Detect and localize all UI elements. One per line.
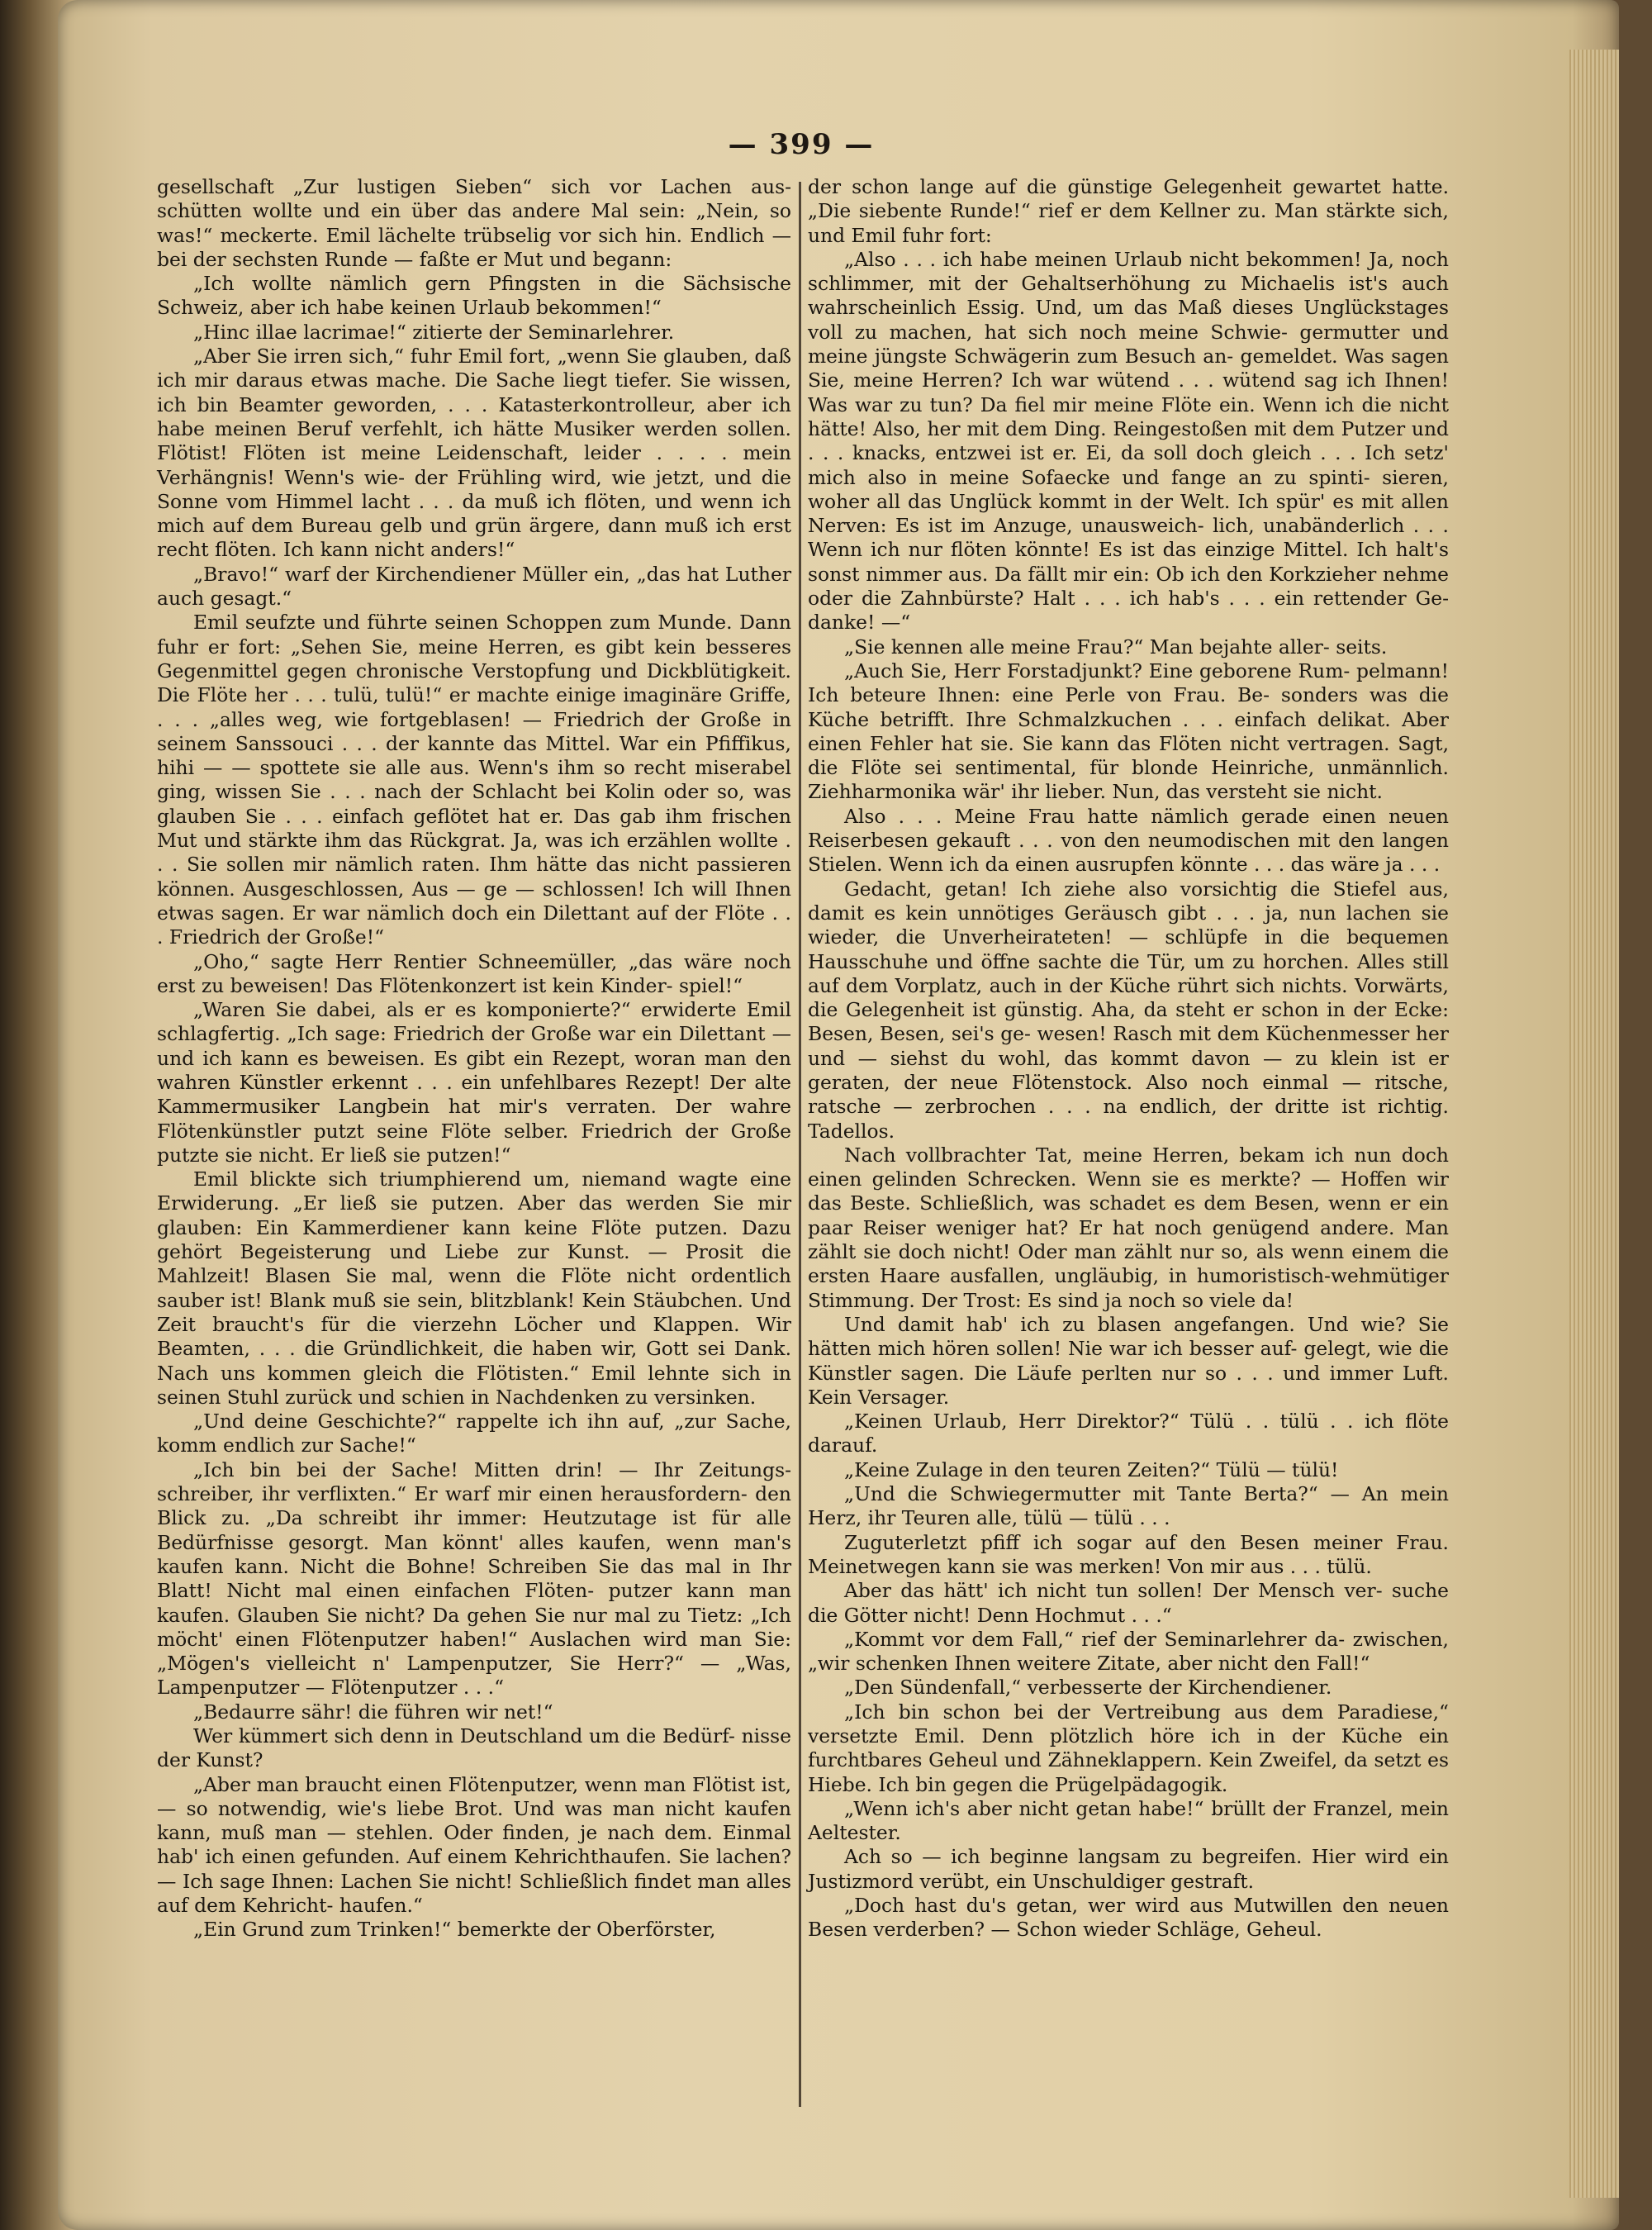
paragraph: „Ich bin schon bei der Vertreibung aus dem Paradiese,“ versetzte Emil. Denn plötzlich höre ich in der Küche ein furchtbares Geheul und Zähneklappern. Kein Zweifel, da setzt es Hiebe. Ich bin gegen die Prügelpädagogik. [808,1700,1449,1796]
paragraph: „Und die Schwiegermutter mit Tante Berta?“ — An mein Herz, ihr Teuren alle, tülü — tülü . . . [808,1482,1449,1530]
paragraph: „Auch Sie, Herr Forstadjunkt? Eine geborene Rum- pelmann! Ich beteure Ihnen: eine Perle von Frau. Be- sonders was die Küche betrifft. Ihre Schmalzkuchen . . . einfach delikat. Aber einen Fehler hat sie. Sie kann das Flöten nicht vertragen. Sagt, die Flöte sei sentimental, für blonde Heinriche, unmännlich. Ziehharmonika wär' ihr lieber. Nun, das versteht sie nicht. [808,659,1449,804]
paragraph: Nach vollbrachter Tat, meine Herren, bekam ich nun doch einen gelinden Schrecken. Wenn sie es merkte? — Hoffen wir das Beste. Schließlich, was schadet es dem Besen, wenn er ein paar Reiser weniger hat? Er hat noch genügend andere. Man zählt sie doch nicht! Oder man zählt nur so, als wenn einem die ersten Haare ausfallen, ungläubig, in humoristisch-wehmütiger Stimmung. Der Trost: Es sind ja noch so viele da! [808,1143,1449,1312]
paragraph: Und damit hab' ich zu blasen angefangen. Und wie? Sie hätten mich hören sollen! Nie war ich besser auf- gelegt, wie die Künstler sagen. Die Läufe perlten nur so . . . und immer Luft. Kein Versager. [808,1312,1449,1409]
paragraph: Also . . . Meine Frau hatte nämlich gerade einen neuen Reiserbesen gekauft . . . von den neumodischen mit den langen Stielen. Wenn ich da einen ausrupfen könnte . . . das wäre ja . . . [808,804,1449,877]
paragraph: „Den Sündenfall,“ verbesserte der Kirchendiener. [844,1676,1332,1700]
paragraph: „Bedaurre sähr! die führen wir net!“ [193,1700,553,1724]
paragraph: „Ich bin bei der Sache! Mitten drin! — Ihr Zeitungs- schreiber, ihr verflixten.“ Er warf mir einen herausfordern- den Blick zu. „Da schreibt ihr immer: Heutzutage ist für alle Bedürfnisse gesorgt. Man könnt' alles kaufen, wenn man's kaufen kann. Nicht die Bohne! Schreiben Sie das mal in Ihr Blatt! Nicht mal einen einfachen Flöten- putzer kann man kaufen. Glauben Sie nicht? Da gehen Sie nur mal zu Tietz: „Ich möcht' einen Flötenputzer haben!“ Auslachen wird man Sie: „Mögen's vielleicht n' Lampenputzer, Sie Herr?“ — „Was, Lampenputzer — Flötenputzer . . .“ [157,1457,791,1700]
paragraph: „Doch hast du's getan, wer wird aus Mutwillen den neuen Besen verderben? — Schon wieder Schläge, Geheul. [808,1894,1449,1942]
page-number: — 399 — [728,128,875,161]
paragraph: Emil blickte sich triumphierend um, niemand wagte eine Erwiderung. „Er ließ sie putzen. Aber das werden Sie mir glauben: Ein Kammerdiener kann keine Flöte putzen. Dazu gehört Begeisterung und Liebe zur Kunst. — Prosit die Mahlzeit! Blasen Sie mal, wenn die Flöte nicht ordentlich sauber ist! Blank muß sie sein, blitzblank! Kein Stäubchen. Und Zeit braucht's für die vierzehn Löcher und Klappen. Wir Beamten, . . . die Gründlichkeit, die haben wir, Gott sei Dank. Nach uns kommen gleich die Flötisten.“ Emil lehnte sich in seinen Stuhl zurück und schien in Nachdenken zu versinken. [157,1167,791,1409]
paragraph: Gedacht, getan! Ich ziehe also vorsichtig die Stiefel aus, damit es kein unnötiges Geräusch gibt . . . ja, nun lachen sie wieder, die Unverheirateten! — schlüpfe in die bequemen Hausschuhe und öffne sachte die Tür, um zu horchen. Alles still auf dem Vorplatz, auch in der Küche rührt sich nichts. Vorwärts, die Gelegenheit ist günstig. Aha, da steht er schon in der Ecke: Besen, Besen, sei's ge- wesen! Rasch mit dem Küchenmesser her und — siehst du wohl, das kommt davon — zu klein ist er geraten, der neue Flötenstock. Also noch einmal — ritsche, ratsche — zerbrochen . . . na endlich, der dritte ist richtig. Tadellos. [808,877,1449,1143]
paragraph: „Also . . . ich habe meinen Urlaub nicht bekommen! Ja, noch schlimmer, mit der Gehaltserhöhung zu Michaelis ist's auch wahrscheinlich Essig. Und, um das Maß dieses Unglückstages voll zu machen, hat sich noch meine Schwie- germutter und meine jüngste Schwägerin zum Besuch an- gemeldet. Was sagen Sie, meine Herren? Ich war wütend . . . wütend sag ich Ihnen! Was war zu tun? Da fiel mir meine Flöte ein. Wenn ich die nicht hätte! Also, her mit dem Ding. Reingestoßen mit dem Putzer und . . . knacks, entzwei ist er. Ei, da soll doch gleich . . . Ich setz' mich also in meine Sofaecke und fange an zu spinti- sieren, woher all das Unglück kommt in der Welt. Ich spür' es mit allen Nerven: Es ist im Anzuge, unausweich- lich, unabänderlich . . . Wenn ich nur flöten könnte! Es ist das einzige Mittel. Ich halt's sonst nimmer aus. Da fällt mir ein: Ob ich den Korkzieher nehme oder die Zahnbürste? Halt . . . ich hab's . . . ein rettender Ge- danke! —“ [808,247,1449,635]
paragraph: „Ich wollte nämlich gern Pfingsten in die Sächsische Schweiz, aber ich habe keinen Urlaub bekommen!“ [157,272,791,320]
paragraph: Aber das hätt' ich nicht tun sollen! Der Mensch ver- suche die Götter nicht! Denn Hochmut . . .“ [808,1579,1449,1627]
paragraph: „Keinen Urlaub, Herr Direktor?“ Tülü . . tülü . . ich flöte darauf. [808,1410,1449,1457]
paragraph: „Sie kennen alle meine Frau?“ Man bejahte aller- seits. [844,635,1388,659]
paragraph: „Bravo!“ warf der Kirchendiener Müller ein, „das hat Luther auch gesagt.“ [157,562,791,611]
paragraph: „Oho,“ sagte Herr Rentier Schneemüller, „das wäre noch erst zu beweisen! Das Flötenkonzert ist kein Kinder- spiel!“ [157,949,791,997]
paragraph: Emil seufzte und führte seinen Schoppen zum Munde. Dann fuhr er fort: „Sehen Sie, meine Herren, es gibt kein besseres Gegenmittel gegen chronische Verstopfung und Dickblütigkeit. Die Flöte her . . . tulü, tulü!“ er machte einige imaginäre Griffe, . . . „alles weg, wie fortgeblasen! — Friedrich der Große in seinem Sanssouci . . . der kannte das Mittel. War ein Pfiffikus, hihi — — spottete sie alle aus. Wenn's ihm so recht miserabel ging, wissen Sie . . . nach der Schlacht bei Kolin oder so, was glauben Sie . . . einfach geflötet hat er. Das gab ihm frischen Mut und stärkte ihm das Rückgrat. Ja, was ich erzählen wollte . . . Sie sollen mir nämlich raten. Ihm hätte das nicht passieren können. Ausgeschlossen, Aus — ge — schlossen! Ich will Ihnen etwas sagen. Er war nämlich doch ein Dilettant auf der Flöte . . . Friedrich der Große!“ [157,611,791,949]
left-column [157,175,791,1942]
paragraph: „Hinc illae lacrimae!“ zitierte der Seminarlehrer. [193,320,675,344]
paragraph: Wer kümmert sich denn in Deutschland um die Bedürf- nisse der Kunst? [157,1724,791,1772]
paragraph: „Aber Sie irren sich,“ fuhr Emil fort, „wenn Sie glauben, daß ich mir daraus etwas mache. Die Sache liegt tiefer. Sie wissen, ich bin Beamter geworden, . . . Katasterkontrolleur, aber ich habe meinen Beruf verfehlt, ich hätte Musiker werden sollen. Flötist! Flöten ist meine Leidenschaft, leider . . . . mein Verhängnis! Wenn's wie- der Frühling wird, wie jetzt, und die Sonne vom Himmel lacht . . . da muß ich flöten, und wenn ich mich auf dem Bureau gelb und grün ärgere, dann muß ich erst recht flöten. Ich kann nicht anders!“ [157,345,791,562]
paragraph: „Keine Zulage in den teuren Zeiten?“ Tülü — tülü! [844,1457,1339,1481]
paragraph: „Waren Sie dabei, als er es komponierte?“ erwiderte Emil schlagfertig. „Ich sage: Friedrich der Große war ein Dilettant — und ich kann es beweisen. Es gibt ein Rezept, woran man den wahren Künstler erkennt . . . ein unfehlbares Rezept! Der alte Kammermusiker Langbein hat mir's verraten. Der wahre Flötenkünstler putzt seine Flöte selber. Friedrich der Große putzte sie nicht. Er ließ sie putzen!“ [157,998,791,1167]
paragraph: Zuguterletzt pfiff ich sogar auf den Besen meiner Frau. Meinetwegen kann sie was merken! Von mir aus . . . tülü. [808,1530,1449,1578]
paragraph: „Und deine Geschichte?“ rappelte ich ihn auf, „zur Sache, komm endlich zur Sache!“ [157,1410,791,1457]
page-edges [1569,50,1619,2198]
paragraph: „Wenn ich's aber nicht getan habe!“ brüllt der Franzel, mein Aeltester. [808,1796,1449,1845]
paragraph: „Kommt vor dem Fall,“ rief der Seminarlehrer da- zwischen, „wir schenken Ihnen weitere Zitate, aber nicht den Fall!“ [808,1627,1449,1676]
previous-page-bleed [76,99,112,397]
paragraph: der schon lange auf die günstige Gelegenheit gewartet hatte. „Die siebente Runde!“ rief er dem Kellner zu. Man stärkte sich, und Emil fuhr fort: [808,175,1449,247]
paragraph: gesellschaft „Zur lustigen Sieben“ sich vor Lachen aus- schütten wollte und ein über das andere Mal sein: „Nein, so was!“ meckerte. Emil lächelte trübselig vor sich hin. Endlich — bei der sechsten Runde — faßte er Mut und begann: [157,175,791,271]
column-divider [799,182,801,2107]
paragraph: „Aber man braucht einen Flötenputzer, wenn man Flötist ist, — so notwendig, wie's liebe Brot. Und was man nicht kaufen kann, muß man — stehlen. Oder finden, je nach dem. Einmal hab' ich einen gefunden. Auf einem Kehrichthaufen. Sie lachen? — Ich sage Ihnen: Lachen Sie nicht! Schließlich findet man alles auf dem Kehricht- haufen.“ [157,1772,791,1918]
paragraph: Ach so — ich beginne langsam zu begreifen. Hier wird ein Justizmord verübt, ein Unschuldiger gestraft. [808,1845,1449,1893]
paragraph: „Ein Grund zum Trinken!“ bemerkte der Oberförster, [193,1918,716,1942]
right-column [808,175,1449,1942]
